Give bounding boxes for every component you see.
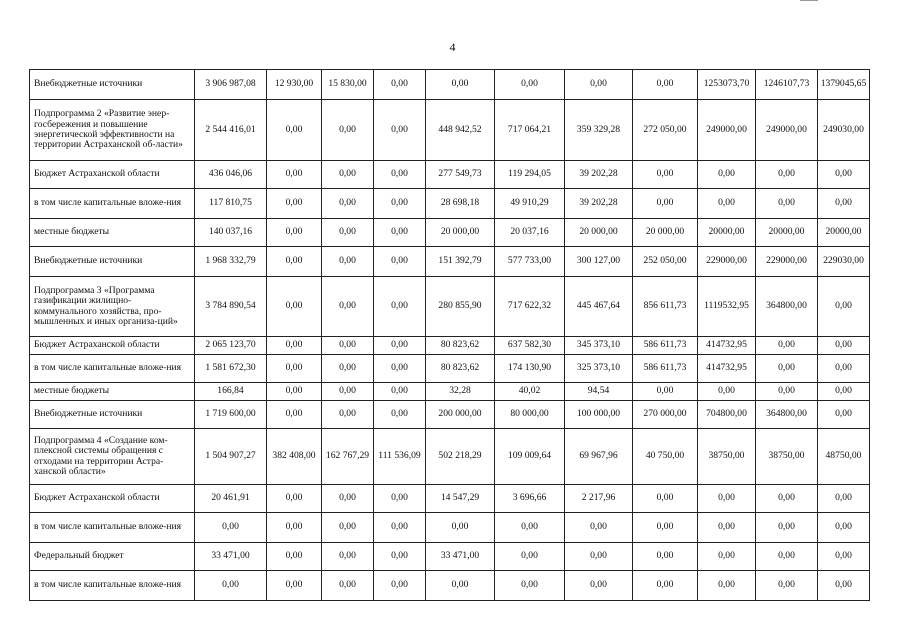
value-cell: 382 408,00 [267,429,322,485]
value-cell: 0,00 [374,189,426,219]
value-cell: 0,00 [374,401,426,429]
value-cell: 162 767,29 [322,429,374,485]
value-cell: 280 855,90 [426,277,495,337]
value-cell: 0,00 [633,543,698,571]
value-cell: 0,00 [322,100,374,161]
value-cell: 39 202,28 [565,161,633,189]
value-cell: 0,00 [322,401,374,429]
value-cell: 0,00 [195,571,267,601]
value-cell: 0,00 [818,513,870,543]
value-cell: 0,00 [698,571,756,601]
value-cell: 166,84 [195,383,267,401]
value-cell: 0,00 [495,513,565,543]
value-cell: 0,00 [374,277,426,337]
value-cell: 3 906 987,08 [195,70,267,100]
value-cell: 15 830,00 [322,70,374,100]
row-label-cell: в том числе капитальные вложе-ния [30,189,195,219]
value-cell: 1 504 907,27 [195,429,267,485]
value-cell: 0,00 [195,513,267,543]
value-cell: 0,00 [374,70,426,100]
value-cell: 33 471,00 [195,543,267,571]
value-cell: 20 461,91 [195,485,267,513]
value-cell: 0,00 [374,337,426,355]
table-row [30,337,870,355]
value-cell: 0,00 [267,100,322,161]
value-cell: 117 810,75 [195,189,267,219]
value-cell: 20 000,00 [565,219,633,247]
value-cell: 0,00 [698,383,756,401]
value-cell: 436 046,06 [195,161,267,189]
value-cell: 0,00 [495,571,565,601]
value-cell: 69 967,96 [565,429,633,485]
table-row [30,513,870,543]
value-cell: 0,00 [322,355,374,383]
value-cell: 1 719 600,00 [195,401,267,429]
value-cell: 0,00 [322,543,374,571]
funding-table [29,69,870,601]
value-cell: 0,00 [267,277,322,337]
value-cell: 0,00 [267,571,322,601]
row-label-cell: местные бюджеты [30,383,195,401]
value-cell: 0,00 [322,337,374,355]
value-cell: 359 329,28 [565,100,633,161]
row-label-cell: в том числе капитальные вложе-ния [30,513,195,543]
value-cell: 0,00 [565,543,633,571]
value-cell: 1379045,65 [818,70,870,100]
value-cell: 109 009,64 [495,429,565,485]
value-cell: 0,00 [756,383,818,401]
value-cell: 249000,00 [698,100,756,161]
value-cell: 0,00 [322,189,374,219]
table-row [30,383,870,401]
table-row [30,429,870,485]
value-cell: 0,00 [374,161,426,189]
value-cell: 0,00 [495,543,565,571]
value-cell: 249000,00 [756,100,818,161]
value-cell: 0,00 [698,161,756,189]
value-cell: 0,00 [756,161,818,189]
value-cell: 0,00 [322,161,374,189]
value-cell: 140 037,16 [195,219,267,247]
value-cell: 0,00 [633,70,698,100]
value-cell: 345 373,10 [565,337,633,355]
value-cell: 0,00 [818,277,870,337]
value-cell: 414732,95 [698,355,756,383]
value-cell: 0,00 [633,485,698,513]
value-cell: 0,00 [322,247,374,277]
value-cell: 12 930,00 [267,70,322,100]
value-cell: 0,00 [322,383,374,401]
value-cell: 300 127,00 [565,247,633,277]
value-cell: 3 696,66 [495,485,565,513]
value-cell: 0,00 [426,513,495,543]
value-cell: 0,00 [322,277,374,337]
value-cell: 100 000,00 [565,401,633,429]
value-cell: 20000,00 [698,219,756,247]
value-cell: 2 217,96 [565,485,633,513]
value-cell: 277 549,73 [426,161,495,189]
value-cell: 2 065 123,70 [195,337,267,355]
value-cell: 0,00 [267,485,322,513]
value-cell: 0,00 [756,571,818,601]
value-cell: 0,00 [374,247,426,277]
value-cell: 0,00 [818,543,870,571]
value-cell: 0,00 [267,247,322,277]
value-cell: 637 582,30 [495,337,565,355]
value-cell: 0,00 [633,383,698,401]
value-cell: 0,00 [495,70,565,100]
value-cell: 586 611,73 [633,337,698,355]
value-cell: 0,00 [374,543,426,571]
value-cell: 0,00 [267,383,322,401]
value-cell: 80 000,00 [495,401,565,429]
value-cell: 0,00 [756,513,818,543]
value-cell: 0,00 [818,401,870,429]
value-cell: 0,00 [756,355,818,383]
value-cell: 0,00 [267,337,322,355]
value-cell: 174 130,90 [495,355,565,383]
value-cell: 445 467,64 [565,277,633,337]
value-cell: 325 373,10 [565,355,633,383]
value-cell: 1 968 332,79 [195,247,267,277]
table-row [30,277,870,337]
value-cell: 0,00 [322,485,374,513]
value-cell: 0,00 [698,485,756,513]
value-cell: 364800,00 [756,401,818,429]
table-row [30,355,870,383]
value-cell: 38750,00 [698,429,756,485]
value-cell: 229000,00 [756,247,818,277]
value-cell: 0,00 [698,513,756,543]
value-cell: 0,00 [756,543,818,571]
value-cell: 80 823,62 [426,337,495,355]
value-cell: 0,00 [818,571,870,601]
value-cell: 856 611,73 [633,277,698,337]
value-cell: 252 050,00 [633,247,698,277]
value-cell: 0,00 [565,513,633,543]
row-label-cell: Внебюджетные источники [30,70,195,100]
row-label-cell: Подпрограмма 3 «Программа газификации жилищно-коммунального хозяйства, про-мышленных и иных организа-ций» [30,277,195,337]
row-label-cell: Внебюджетные источники [30,401,195,429]
table-row [30,571,870,601]
value-cell: 0,00 [633,571,698,601]
row-label-cell: Бюджет Астраханской области [30,161,195,189]
value-cell: 0,00 [322,513,374,543]
value-cell: 0,00 [633,189,698,219]
value-cell: 0,00 [267,355,322,383]
value-cell: 20000,00 [818,219,870,247]
value-cell: 1246107,73 [756,70,818,100]
value-cell: 20 000,00 [633,219,698,247]
row-label-cell: в том числе капитальные вложе-ния [30,571,195,601]
row-label-cell: Внебюджетные источники [30,247,195,277]
row-label-cell: Бюджет Астраханской области [30,485,195,513]
row-label-cell: Подпрограмма 2 «Развитие энер-госбережения и повышение энергетической эффективности на территории Астраханской об-ласти» [30,100,195,161]
table-row [30,485,870,513]
value-cell: 717 622,32 [495,277,565,337]
value-cell: 94,54 [565,383,633,401]
value-cell: 0,00 [426,70,495,100]
value-cell: 0,00 [267,401,322,429]
value-cell: 717 064,21 [495,100,565,161]
value-cell: 0,00 [374,571,426,601]
value-cell: 229030,00 [818,247,870,277]
value-cell: 577 733,00 [495,247,565,277]
value-cell: 38750,00 [756,429,818,485]
value-cell: 49 910,29 [495,189,565,219]
value-cell: 111 536,09 [374,429,426,485]
value-cell: 3 784 890,54 [195,277,267,337]
value-cell: 414732,95 [698,337,756,355]
table-row [30,219,870,247]
value-cell: 249030,00 [818,100,870,161]
value-cell: 151 392,79 [426,247,495,277]
row-label-cell: Бюджет Астраханской области [30,337,195,355]
value-cell: 0,00 [756,485,818,513]
value-cell: 0,00 [818,337,870,355]
table-row [30,247,870,277]
value-cell: 0,00 [267,189,322,219]
value-cell: 1253073,70 [698,70,756,100]
value-cell: 586 611,73 [633,355,698,383]
value-cell: 0,00 [322,571,374,601]
value-cell: 0,00 [698,189,756,219]
value-cell: 39 202,28 [565,189,633,219]
row-label-cell: Федеральный бюджет [30,543,195,571]
value-cell: 200 000,00 [426,401,495,429]
value-cell: 0,00 [374,513,426,543]
value-cell: 0,00 [818,189,870,219]
value-cell: 0,00 [818,355,870,383]
value-cell: 0,00 [565,571,633,601]
value-cell: 0,00 [756,189,818,219]
value-cell: 1 581 672,30 [195,355,267,383]
value-cell: 20 037,16 [495,219,565,247]
row-label-cell: Подпрограмма 4 «Создание ком-плексной системы обращения с отходами на территории Астра-ханской области» [30,429,195,485]
value-cell: 1119532,95 [698,277,756,337]
value-cell: 0,00 [374,485,426,513]
value-cell: 20 000,00 [426,219,495,247]
value-cell: 0,00 [374,383,426,401]
value-cell: 229000,00 [698,247,756,277]
value-cell: 0,00 [756,337,818,355]
value-cell: 0,00 [267,513,322,543]
value-cell: 0,00 [374,355,426,383]
value-cell: 20000,00 [756,219,818,247]
value-cell: 448 942,52 [426,100,495,161]
value-cell: 704800,00 [698,401,756,429]
value-cell: 272 050,00 [633,100,698,161]
value-cell: 0,00 [818,485,870,513]
value-cell: 0,00 [374,100,426,161]
table-row [30,401,870,429]
value-cell: 0,00 [267,161,322,189]
value-cell: 270 000,00 [633,401,698,429]
value-cell: 2 544 416,01 [195,100,267,161]
scan-corner-mark [800,0,818,1]
value-cell: 0,00 [633,161,698,189]
value-cell: 0,00 [633,513,698,543]
value-cell: 364800,00 [756,277,818,337]
table-row [30,100,870,161]
value-cell: 32,28 [426,383,495,401]
table-row [30,543,870,571]
table-body [30,70,870,601]
table-row [30,161,870,189]
value-cell: 28 698,18 [426,189,495,219]
value-cell: 0,00 [818,161,870,189]
value-cell: 40 750,00 [633,429,698,485]
value-cell: 33 471,00 [426,543,495,571]
value-cell: 0,00 [698,543,756,571]
value-cell: 40,02 [495,383,565,401]
value-cell: 0,00 [267,543,322,571]
row-label-cell: местные бюджеты [30,219,195,247]
value-cell: 0,00 [322,219,374,247]
value-cell: 0,00 [267,219,322,247]
value-cell: 502 218,29 [426,429,495,485]
value-cell: 0,00 [426,571,495,601]
value-cell: 0,00 [374,219,426,247]
value-cell: 14 547,29 [426,485,495,513]
value-cell: 119 294,05 [495,161,565,189]
value-cell: 0,00 [565,70,633,100]
page-number: 4 [449,40,456,54]
value-cell: 0,00 [818,383,870,401]
value-cell: 80 823,62 [426,355,495,383]
table-row [30,70,870,100]
row-label-cell: в том числе капитальные вложе-ния [30,355,195,383]
value-cell: 48750,00 [818,429,870,485]
table-row [30,189,870,219]
